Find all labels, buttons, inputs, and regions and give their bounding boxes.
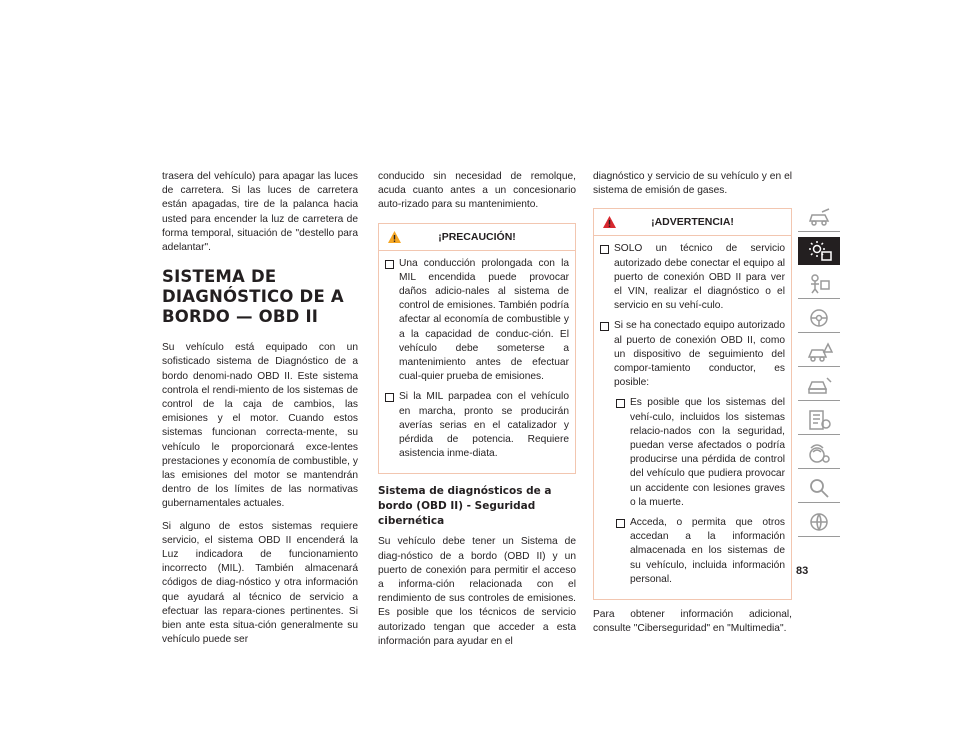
index-search-icon bbox=[807, 477, 833, 499]
caution-title: ¡PRECAUCIÓN! bbox=[438, 230, 516, 243]
caution-triangle-icon bbox=[387, 228, 402, 254]
car-service-icon bbox=[807, 375, 833, 397]
languages-icon bbox=[807, 511, 833, 533]
checkbox-bullet-icon bbox=[616, 399, 625, 408]
checkbox-bullet-icon bbox=[616, 519, 625, 528]
outro-paragraph: Para obtener información adicional, consulte "Ciberseguridad" en "Multimedia". bbox=[593, 609, 792, 635]
checkbox-bullet-icon bbox=[385, 260, 394, 269]
section-heading: SISTEMA DE DIAGNÓSTICO DE A BORDO — OBD II bbox=[162, 267, 344, 327]
body-paragraph: Si alguno de estos sistemas requiere servicio, el sistema OBD II encenderá la Luz indicadora de funcionamiento incorrecto (MIL). También almacenará códigos de diag-nóstico y otra información que ayudará al técnico de servicio a efectuar las repara-ciones pertinentes. Si bien ante esta situa-ción generalmente su vehículo puede ser bbox=[162, 520, 358, 646]
multimedia-icon bbox=[807, 443, 833, 465]
checkbox-bullet-icon bbox=[385, 393, 394, 402]
warning-header bbox=[594, 209, 791, 236]
body-paragraph: Su vehículo debe tener un Sistema de diag-nóstico de a bordo (OBD II) y un puerto de conexión para permitir el acceso a informa-ción relacionada con el rendimiento de sus controles de emisiones. Es posible que los técnicos de servicio autorizado tengan que acceder a esta información para ayudar en el bbox=[378, 536, 576, 647]
tab-multimedia[interactable] bbox=[798, 440, 840, 469]
page-number: 83 bbox=[796, 565, 809, 577]
text-column-3 bbox=[593, 170, 792, 644]
tab-languages[interactable] bbox=[798, 508, 840, 537]
intro-paragraph: diagnóstico y servicio de su vehículo y en el sistema de emisión de gases. bbox=[593, 171, 792, 197]
tab-specifications[interactable] bbox=[798, 406, 840, 435]
specifications-icon bbox=[807, 409, 833, 431]
warning-light-icon bbox=[807, 240, 833, 262]
warning-item: SOLO un técnico de servicio autorizado debe conectar el equipo al puerto de conexión OBD II para ver el VIN, realizar el diagnóstico o el servicio en su vehí-culo. bbox=[600, 242, 785, 313]
tab-starting-driving[interactable] bbox=[798, 304, 840, 333]
checkbox-bullet-icon bbox=[600, 245, 609, 254]
tab-index[interactable] bbox=[798, 474, 840, 503]
caution-item: Si la MIL parpadea con el vehículo en marcha, pronto se producirán averías serias en el catalizador y pérdida de potencia. Requiere asistencia inme-diata. bbox=[385, 390, 569, 461]
subsection-heading: Sistema de diagnósticos de a bordo (OBD II) - Seguridad cibernética bbox=[378, 485, 552, 528]
tab-emergency[interactable] bbox=[798, 338, 840, 367]
warning-box bbox=[593, 208, 792, 600]
tab-servicing[interactable] bbox=[798, 372, 840, 401]
intro-paragraph: trasera del vehículo) para apagar las luces de carretera. Si las luces de carretera están apagadas, tire de la palanca hacia usted para encender la luz de carretera de forma temporal, situación de "destello para adelantar". bbox=[162, 171, 358, 254]
text-column-2 bbox=[378, 170, 576, 657]
warning-subitem: Es posible que los sistemas del vehí-culo, incluidos los sistemas relacio-nados con la seguridad, puedan verse afectados o podría producirse una pérdida de control del vehículo que pudiera provocar un accidente con lesiones graves o la muerte. bbox=[616, 396, 785, 510]
warning-subitem: Acceda, o permita que otros accedan a la información almacenada en los sistemas de su vehículo, incluida información personal. bbox=[616, 516, 785, 587]
checkbox-bullet-icon bbox=[600, 322, 609, 331]
chapter-tabs bbox=[798, 203, 840, 542]
caution-item: Una conducción prolongada con la MIL encendida puede provocar daños adicio-nales al sistema de control de emisiones. También podría afectar al economía de combustible y a la capacidad de conduc-ción. El vehículo debe someterse a mantenimiento antes de efectuar cual-quier prueba de emisiones. bbox=[385, 257, 569, 385]
body-paragraph: Su vehículo está equipado con un sofisticado sistema de Diagnóstico de a bordo denomi-nado OBD II. Este sistema controla el rendi-miento de los sistemas de control de la caja de cambios, las emisiones y el motor. Cuando estos sistemas funcionan correcta-mente, su vehículo le proporcionará exce-lentes prestaciones y economía de combustible, y las emisiones del motor se mantendrán dentro de los límites de las normativas gubernamentales actuales. bbox=[162, 342, 358, 510]
caution-header bbox=[379, 224, 575, 251]
caution-box bbox=[378, 223, 576, 475]
warning-title: ¡ADVERTENCIA! bbox=[651, 216, 734, 229]
warning-triangle-icon bbox=[602, 213, 617, 239]
text-column-1 bbox=[162, 170, 358, 655]
intro-paragraph: conducido sin necesidad de remolque, acuda cuanto antes a un concesionario auto-rizado para su mantenimiento. bbox=[378, 171, 576, 211]
car-safety-icon bbox=[807, 273, 833, 295]
car-emergency-icon bbox=[807, 341, 833, 363]
tab-warning-lights[interactable] bbox=[798, 237, 840, 265]
warning-item: Si se ha conectado equipo autorizado al puerto de conexión OBD II, como un dispositivo de seguimiento del compor-tamiento conductor, es posible: bbox=[600, 319, 785, 390]
tab-car-dashboard[interactable] bbox=[798, 203, 840, 232]
tab-safety[interactable] bbox=[798, 270, 840, 299]
car-dashboard-icon bbox=[807, 206, 833, 228]
steering-wheel-icon bbox=[807, 307, 833, 329]
